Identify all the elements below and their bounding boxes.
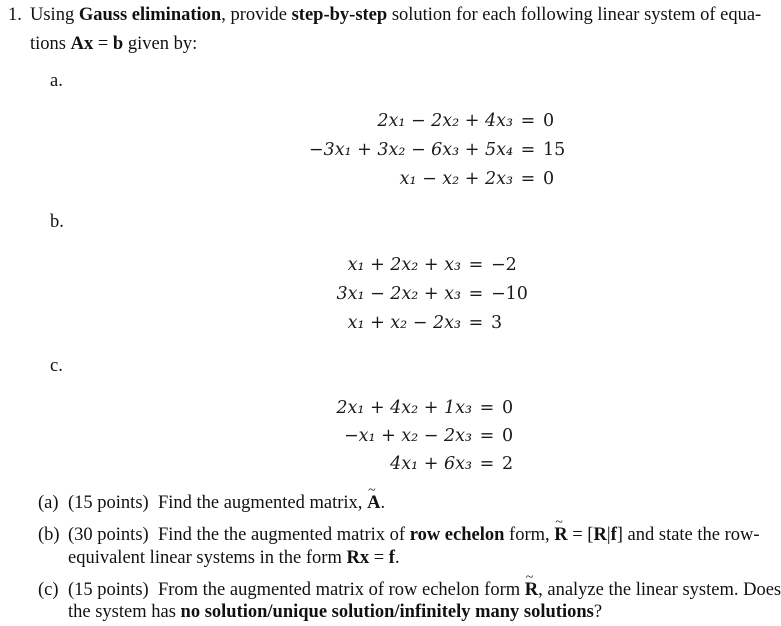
question-end: . xyxy=(394,548,400,568)
matrix-R-tilde: R ~ xyxy=(554,524,567,546)
equation-lhs: −x₁ + x₂ − 2x₃ xyxy=(343,426,472,446)
equation-lhs: 4x₁ + 6x₃ xyxy=(390,454,472,474)
equation-row xyxy=(250,397,513,425)
equation-rhs: −10 xyxy=(491,284,528,304)
equation-row xyxy=(250,425,513,453)
matrix-A-tilde: A ~ xyxy=(367,492,380,514)
equation-lhs: −3x₁ + 3x₂ − 6x₃ + 5x₄ xyxy=(308,140,513,160)
equals-sign: = xyxy=(520,169,536,189)
equation-row xyxy=(250,283,528,312)
question-b-line1 xyxy=(68,524,760,546)
equation-lhs: x₁ + 2x₂ + x₃ xyxy=(347,255,461,275)
Rx: Rx xyxy=(346,548,370,568)
question-text: form, xyxy=(504,525,555,545)
problem-number: 1. xyxy=(8,5,22,25)
equation-row xyxy=(250,312,528,341)
question-eq: = xyxy=(369,548,389,568)
problem-intro-line2 xyxy=(30,33,197,55)
equation-row xyxy=(250,453,513,481)
equation-lhs: x₁ − x₂ + 2x₃ xyxy=(399,169,513,189)
system-a-equations xyxy=(250,110,565,197)
system-label-c: c. xyxy=(50,356,63,376)
system-label-a: a. xyxy=(50,71,63,91)
equation-row xyxy=(250,254,528,283)
equation-rhs: 0 xyxy=(502,426,514,446)
equation-rhs: 2 xyxy=(502,454,514,474)
equation-lhs: x₁ + x₂ − 2x₃ xyxy=(347,313,461,333)
question-text: Find the augmented matrix, xyxy=(157,493,368,513)
question-text: From the augmented matrix of row echelon form xyxy=(157,580,525,600)
equation-rhs: −2 xyxy=(491,255,517,275)
equation-lhs: 2x₁ + 4x₂ + 1x₃ xyxy=(336,398,472,418)
question-c-line2 xyxy=(68,601,602,623)
vector-f: f xyxy=(388,548,395,568)
matrix-R: R xyxy=(593,525,607,545)
question-eq: = [ xyxy=(567,525,594,545)
intro-text: Using xyxy=(30,5,79,25)
question-c-tag: (c) xyxy=(38,580,59,600)
bold-solution-types: no solution/unique solution/infinitely many solutions xyxy=(180,602,594,622)
question-text: , analyze the linear system. Does xyxy=(538,580,781,600)
question-points: (30 points) xyxy=(68,525,149,545)
question-text: equivalent linear systems in the form xyxy=(68,548,347,568)
question-points: (15 points) xyxy=(68,493,149,513)
question-end: . xyxy=(380,493,386,513)
equals-sign: = xyxy=(520,140,536,160)
equals-sign: = xyxy=(468,255,484,275)
equation-row xyxy=(250,139,565,168)
intro-text: solution for each following linear system of equa- xyxy=(387,5,762,25)
question-b-tag: (b) xyxy=(38,525,60,545)
intro-Ax: Ax xyxy=(70,34,94,54)
equals-sign: = xyxy=(468,284,484,304)
system-label-b: b. xyxy=(50,212,64,232)
equation-rhs: 0 xyxy=(543,169,555,189)
intro-text: given by: xyxy=(123,34,198,54)
question-b-line2 xyxy=(68,547,400,569)
system-b-equations xyxy=(250,254,528,341)
intro-eq: = xyxy=(93,34,113,54)
equation-rhs: 3 xyxy=(491,313,503,333)
question-points: (15 points) xyxy=(68,580,149,600)
question-a-tag: (a) xyxy=(38,493,59,513)
bold-row-echelon: row echelon xyxy=(409,525,505,545)
vector-f: f xyxy=(610,525,617,545)
question-end: ? xyxy=(593,602,603,622)
question-text: Find the the augmented matrix of xyxy=(157,525,410,545)
equals-sign: = xyxy=(479,398,495,418)
question-text: the system has xyxy=(68,602,181,622)
matrix-R-tilde: R ~ xyxy=(525,579,538,601)
equals-sign: = xyxy=(479,426,495,446)
equation-row xyxy=(250,168,565,197)
problem-intro-line1 xyxy=(30,4,761,26)
question-c-line1 xyxy=(68,579,781,601)
equals-sign: = xyxy=(468,313,484,333)
question-text: ] and state the row- xyxy=(616,525,760,545)
equation-rhs: 15 xyxy=(543,140,566,160)
equation-rhs: 0 xyxy=(543,111,555,131)
intro-text: , provide xyxy=(221,5,292,25)
intro-text: tions xyxy=(30,34,71,54)
intro-bold-step: step-by-step xyxy=(291,5,388,25)
equation-lhs: 3x₁ − 2x₂ + x₃ xyxy=(336,284,461,304)
equals-sign: = xyxy=(520,111,536,131)
question-bar: | xyxy=(606,525,611,545)
question-a-line xyxy=(68,492,385,514)
system-c-equations xyxy=(250,397,513,481)
equals-sign: = xyxy=(479,454,495,474)
equation-lhs: 2x₁ − 2x₂ + 4x₃ xyxy=(377,111,513,131)
intro-b: b xyxy=(112,34,124,54)
equation-rhs: 0 xyxy=(502,398,514,418)
intro-bold-gauss: Gauss elimination xyxy=(78,5,222,25)
equation-row xyxy=(250,110,565,139)
